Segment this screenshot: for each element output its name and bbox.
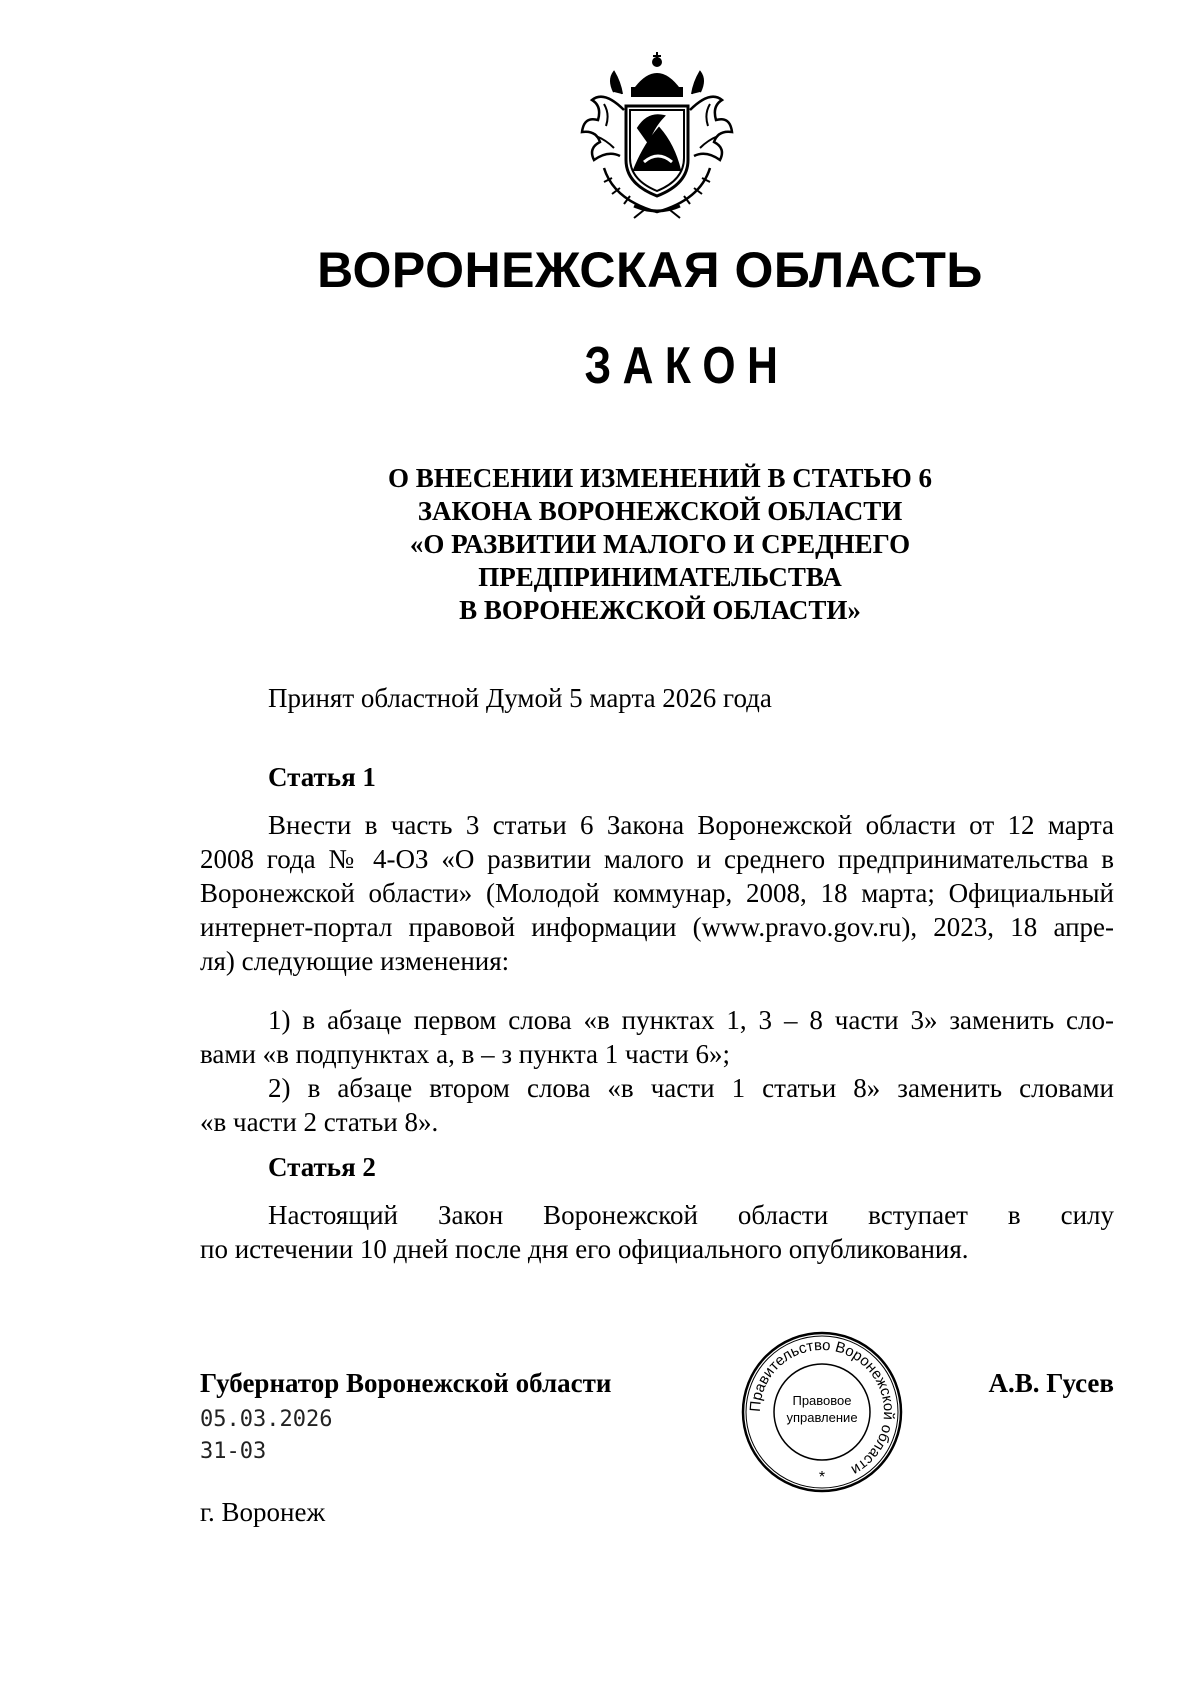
adoption-date: Принят областной Думой 5 марта 2026 года <box>268 683 772 713</box>
law-title-line: О ВНЕСЕНИИ ИЗМЕНЕНИЙ В СТАТЬЮ 6 <box>387 463 933 493</box>
article-2-text <box>200 1198 1114 1266</box>
region-title: ВОРОНЕЖСКАЯ ОБЛАСТЬ <box>317 242 983 298</box>
text-line: 2) в абзаце втором слова «в части 1 статьи 8» заменить словами <box>268 1073 1114 1103</box>
law-title <box>300 462 1020 627</box>
text-line: «в части 2 статьи 8». <box>200 1107 439 1137</box>
article-1-item-2 <box>200 1071 1114 1139</box>
article-1-intro <box>200 808 1114 978</box>
text-line: Воронежской области» (Молодой коммунар, 2008, 18 марта; Официальный <box>200 878 1114 908</box>
article-2-heading: Статья 2 <box>268 1152 376 1182</box>
text-line: ля) следующие изменения: <box>200 946 510 976</box>
article-1-heading: Статья 1 <box>268 762 376 792</box>
text-line: Настоящий Закон Воронежской области вступает в силу <box>268 1200 1114 1230</box>
text-line: 1) в абзаце первом слова «в пунктах 1, 3 – 8 части 3» заменить сло- <box>268 1005 1114 1035</box>
text-line: интернет-портал правовой информации (www.pravo.gov.ru), 2023, 18 апре- <box>200 912 1114 942</box>
signing-date: 05.03.2026 <box>200 1407 333 1432</box>
law-title-line: В ВОРОНЕЖСКОЙ ОБЛАСТИ» <box>459 595 861 625</box>
article-1-item-1 <box>200 1003 1114 1071</box>
stamp-center-text <box>780 1392 864 1426</box>
signer-name: А.В. Гусев <box>988 1368 1114 1398</box>
stamp-center-line: Правовое <box>792 1393 852 1408</box>
signer-position: Губернатор Воронежской области <box>200 1368 612 1398</box>
signing-city: г. Воронеж <box>200 1497 326 1527</box>
stamp-ring-text: Правительство Воронежской области <box>746 1336 898 1479</box>
text-line: по истечении 10 дней после дня его официального опубликования. <box>200 1234 969 1264</box>
law-number: 31-03 <box>200 1439 267 1464</box>
text-line: 2008 года № 4-ОЗ «О развитии малого и среднего предпринимательства в <box>200 844 1114 874</box>
stamp-star: * <box>818 1469 826 1486</box>
stamp-center-line: управление <box>786 1410 858 1425</box>
text-line: вами «в подпунктах а, в – з пункта 1 части 6»; <box>200 1039 731 1069</box>
document-type: ЗАКОН <box>584 337 790 395</box>
law-title-line: ЗАКОНА ВОРОНЕЖСКОЙ ОБЛАСТИ <box>417 496 903 526</box>
voronezh-coat-of-arms-icon <box>574 50 740 220</box>
law-title-line: ПРЕДПРИНИМАТЕЛЬСТВА <box>478 562 842 592</box>
text-line: Внести в часть 3 статьи 6 Закона Воронежской области от 12 марта <box>268 810 1114 840</box>
law-title-line: «О РАЗВИТИИ МАЛОГО И СРЕДНЕГО <box>409 529 911 559</box>
